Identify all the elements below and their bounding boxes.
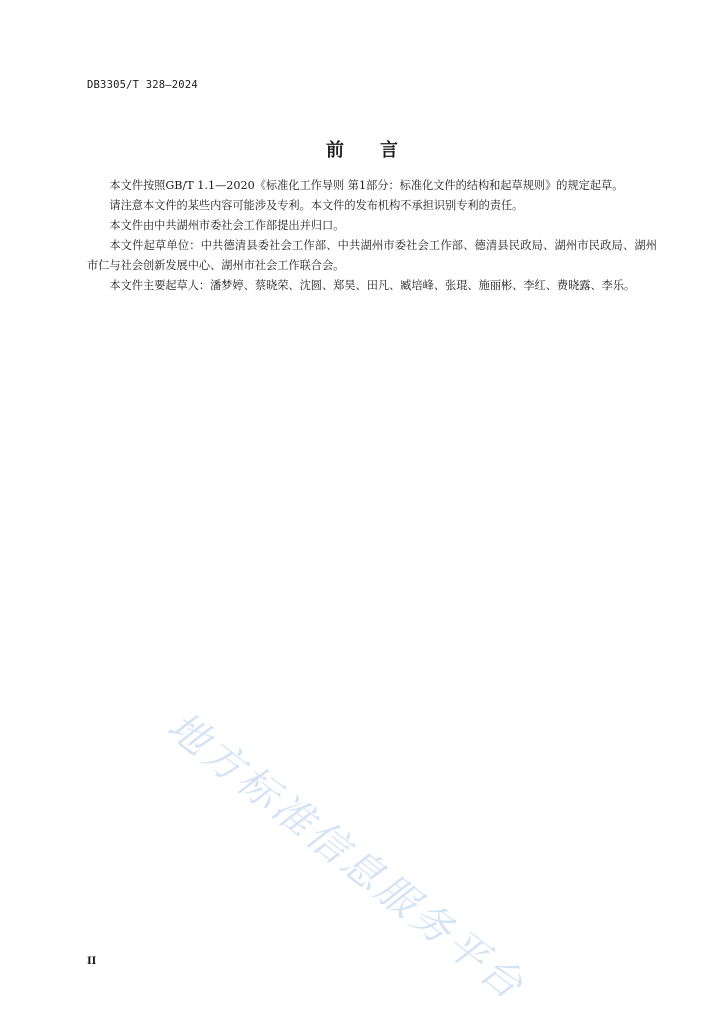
preface-paragraph: 本文件由中共湖州市委社会工作部提出并归口。 xyxy=(109,219,345,232)
document-code: DB3305/T 328—2024 xyxy=(87,79,198,91)
preface-paragraph: 请注意本文件的某些内容可能涉及专利。本文件的发布机构不承担识别专利的责任。 xyxy=(109,199,524,212)
preface-paragraph: 本文件起草单位：中共德清县委社会工作部、中共湖州市委社会工作部、德清县民政局、湖州市民政局、湖州市仁与社会创新发展中心、湖州市社会工作联合会。 xyxy=(87,239,657,272)
preface-paragraph: 本文件按照GB/T 1.1—2020《标准化工作导则 第1部分：标准化文件的结构和起草规则》的规定起草。 xyxy=(109,179,624,192)
preface-paragraph: 本文件主要起草人：潘梦婷、蔡晓荣、沈圆、郑昊、田凡、臧培峰、张琨、施丽彬、李红、费晓露、李乐。 xyxy=(109,279,636,292)
preface-title xyxy=(0,136,724,162)
watermark: 地方标准信息服务平台 xyxy=(158,703,534,1011)
page-number: II xyxy=(87,956,97,967)
preface-body xyxy=(87,176,657,296)
preface-title-part2: 言 xyxy=(380,140,398,161)
preface-title-part1: 前 xyxy=(326,140,344,161)
